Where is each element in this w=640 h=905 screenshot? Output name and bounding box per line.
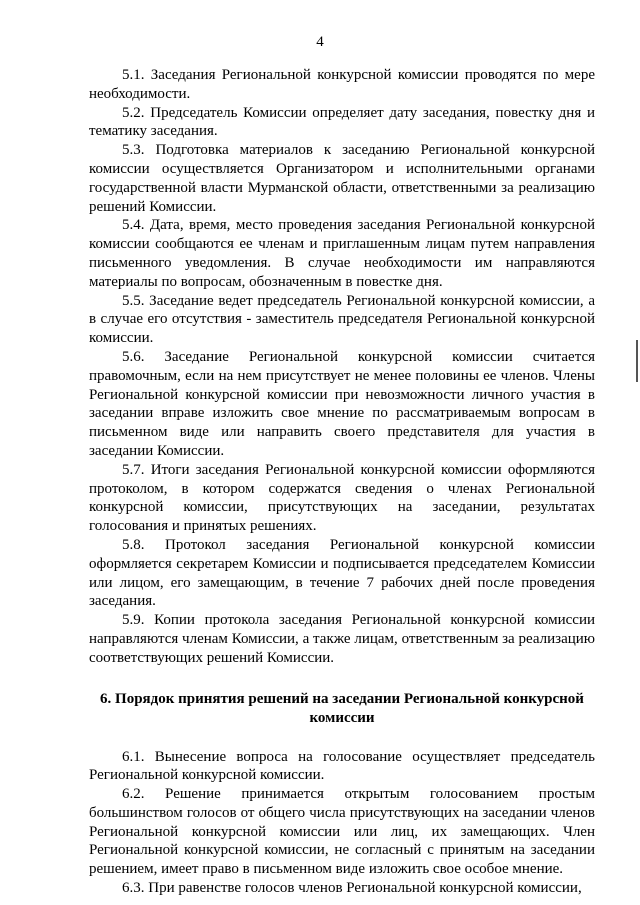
section-6 (89, 748, 595, 898)
paragraph-5-9: 5.9. Копии протокола заседания Региональной конкурсной комиссии направляются членам Комиссии, а также лицам, ответственным за реализацию соответствующих решений Комиссии. (89, 612, 595, 666)
section-6-heading: 6. Порядок принятия решений на заседании Региональной конкурсной комиссии (100, 690, 584, 726)
paragraph-6-1: 6.1. Вынесение вопроса на голосование осуществляет председатель Региональной конкурсной комиссии. (89, 748, 595, 784)
paragraph-5-6: 5.6. Заседание Региональной конкурсной комиссии считается правомочным, если на нем присутствует не менее половины ее членов. Члены Региональной конкурсной комиссии при невозможности личного участия в заседании вправе изложить свое мнение по рассматриваемым вопросам в письменном виде или направить своего представителя для участия в заседании Комиссии. (89, 348, 595, 459)
paragraph-5-3: 5.3. Подготовка материалов к заседанию Региональной конкурсной комиссии осуществляется Организатором и исполнительными органами государственной власти Мурманской области, ответственными за реализацию решений Комиссии. (89, 142, 595, 215)
paragraph-5-1: 5.1. Заседания Региональной конкурсной комиссии проводятся по мере необходимости. (89, 67, 595, 102)
paragraph-5-5: 5.5. Заседание ведет председатель Региональной конкурсной комиссии, а в случае его отсутствия - заместитель председателя Региональной конкурсной комиссии. (89, 292, 595, 347)
scan-edge-mark (636, 340, 638, 382)
section-5 (89, 66, 595, 668)
paragraph-5-4: 5.4. Дата, время, место проведения заседания Региональной конкурсной комиссии сообщаются ее членам и приглашенным лицам путем направления письменного уведомления. В случае необходимости им направляются материалы по вопросам, обозначенным в повестке дня. (89, 217, 595, 290)
paragraph-5-7: 5.7. Итоги заседания Региональной конкурсной комиссии оформляются протоколом, в котором содержатся сведения о членах Региональной конкурсной комиссии, присутствующих на заседании, результатах голосования и принятых решениях. (89, 461, 595, 535)
document-body (89, 66, 595, 898)
page-number: 4 (316, 34, 324, 50)
paragraph-5-2: 5.2. Председатель Комиссии определяет дату заседания, повестку дня и тематику заседания. (89, 104, 595, 140)
paragraph-6-2: 6.2. Решение принимается открытым голосованием простым большинством голосов от общего числа присутствующих на заседании членов Региональной конкурсной комиссии или лиц, их замещающих. Член Региональной конкурсной комиссии, не согласный с принятым на заседании решением, имеет право в письменном виде изложить свое особое мнение. (89, 786, 595, 878)
paragraph-6-3: 6.3. При равенстве голосов членов Региональной конкурсной комиссии, (122, 880, 582, 897)
paragraph-5-8: 5.8. Протокол заседания Региональной конкурсной комиссии оформляется секретарем Комиссии и подписывается председателем Комиссии или лицом, его замещающим, в течение 7 рабочих дней после проведения заседания. (89, 536, 595, 610)
